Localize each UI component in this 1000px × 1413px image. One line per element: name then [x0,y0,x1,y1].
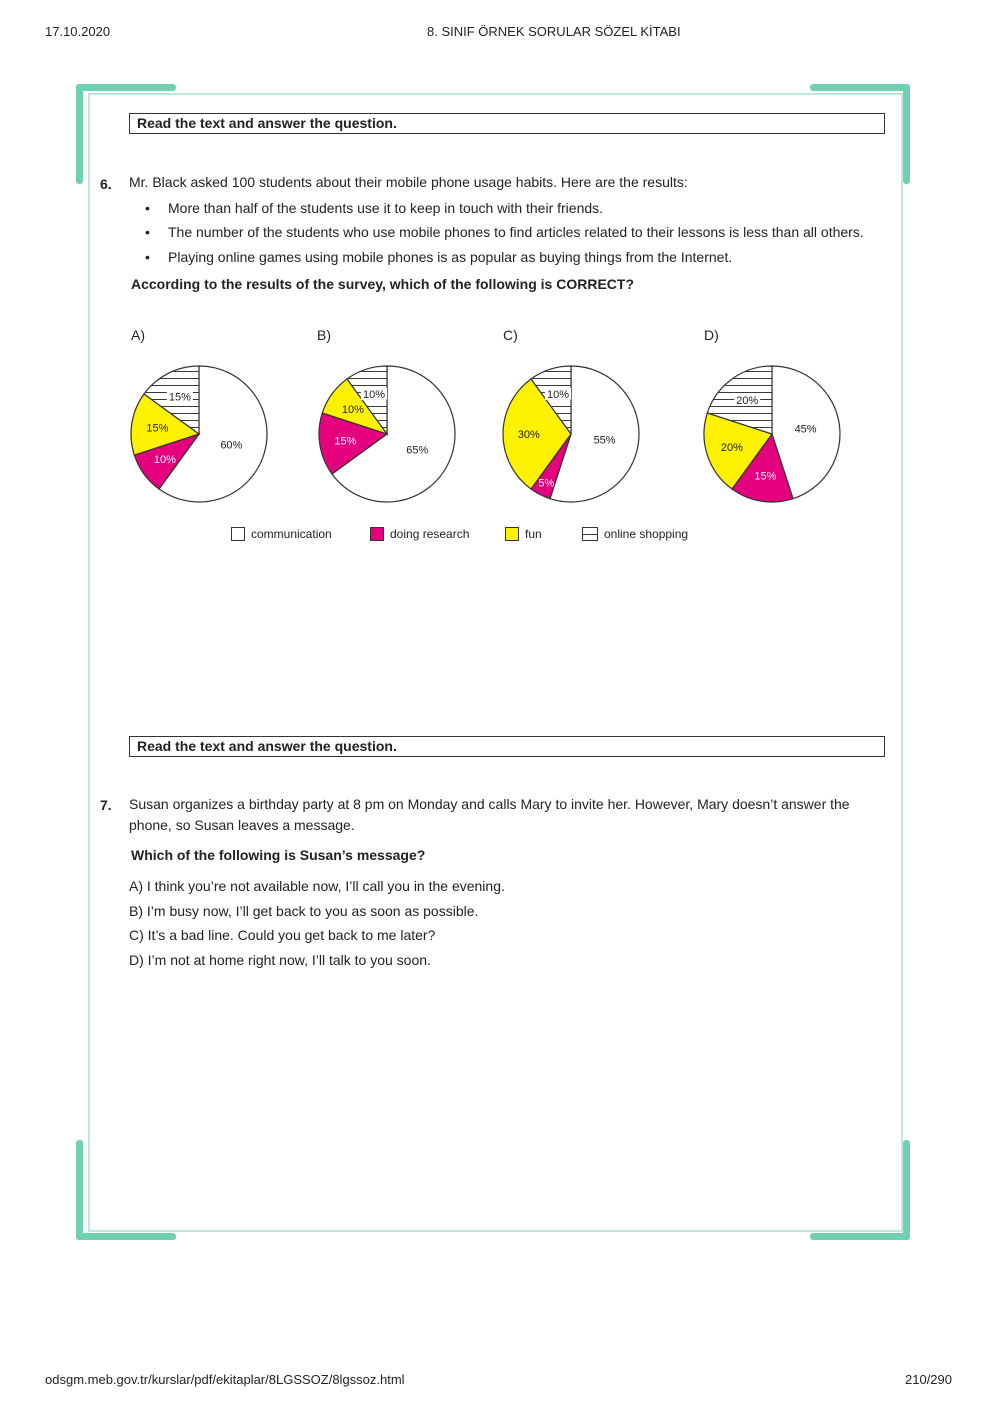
legend-communication-swatch [231,527,245,541]
pie-a-label-research: 10% [153,453,176,466]
legend-communication [231,527,332,541]
q7-text-line-2: phone, so Susan leaves a message. [129,817,355,833]
pie-b-label-fun: 10% [341,404,364,417]
legend-fun [505,527,542,541]
print-date: 17.10.2020 [45,24,111,39]
legend-fun-label: fun [525,527,542,541]
legend-fun-swatch [505,527,519,541]
pie-d-label-fun: 20% [720,442,743,455]
legend-research-label: doing research [390,527,470,541]
q6-bullet-3-text: Playing online games using mobile phones is as popular as buying things from the Internet. [168,249,733,265]
pie-d-label-shopping: 20% [736,394,759,407]
q7-option-b[interactable]: B) I’m busy now, I’ll get back to you as soon as possible. [129,903,479,919]
q6-prompt: According to the results of the survey, which of the following is CORRECT? [131,276,634,292]
pie-a-label-communication: 60% [220,439,243,452]
q7-instruction-box: Read the text and answer the question. [129,736,885,757]
pie-d-label-research: 15% [754,470,777,483]
legend-shopping [582,527,688,541]
q7-option-a[interactable]: A) I think you’re not available now, I’ll call you in the evening. [129,878,505,894]
legend-shopping-label: online shopping [604,527,689,541]
q6-instruction-box: Read the text and answer the question. [129,113,885,134]
q6-option-a-label[interactable]: A) [131,327,145,343]
pie-a-label-fun: 15% [146,422,169,435]
q6-option-d-label[interactable]: D) [704,327,719,343]
q7-prompt: Which of the following is Susan’s message? [131,847,426,863]
q7-number: 7. [100,797,112,813]
q6-bullet-1-text: More than half of the students use it to keep in touch with their friends. [168,200,604,216]
pie-b-label-shopping: 10% [362,388,385,401]
legend-research-swatch [370,527,384,541]
q7-text-line-1: Susan organizes a birthday party at 8 pm on Monday and calls Mary to invite her. However, Mary doesn’t answer the [129,796,850,812]
pie-b-label-communication: 65% [406,444,429,457]
pie-c-label-research: 5% [538,477,555,490]
print-page-number: 210/290 [905,1372,952,1387]
q6-text: Mr. Black asked 100 students about their mobile phone usage habits. Here are the results: [129,174,688,190]
legend-research [370,527,469,541]
legend-shopping-swatch [582,527,598,541]
corner-bottom-right-v [903,1140,910,1240]
pie-a-label-shopping: 15% [168,391,191,404]
q6-bullet-2-text: The number of the students who use mobile phones to find articles related to their lessons is less than all others. [168,224,864,240]
print-url: odsgm.meb.gov.tr/kurslar/pdf/ekitaplar/8LGSSOZ/8lgssoz.html [45,1372,405,1387]
q6-option-b-label[interactable]: B) [317,327,331,343]
q6-option-c-label[interactable]: C) [503,327,518,343]
corner-bottom-left-h [76,1233,176,1240]
pie-d-label-communication: 45% [794,423,817,436]
pie-c-label-communication: 55% [593,434,616,447]
book-title: 8. SINIF ÖRNEK SORULAR SÖZEL KİTABI [427,24,681,39]
q7-option-d[interactable]: D) I’m not at home right now, I’ll talk to you soon. [129,952,431,968]
frame-bottom-line [88,1230,903,1232]
pie-c-label-fun: 30% [517,429,540,441]
corner-bottom-left-v [76,1140,83,1240]
pie-c-label-shopping: 10% [546,388,569,401]
q6-number: 6. [100,176,112,192]
legend-communication-label: communication [251,527,332,541]
q6-pie-charts [0,0,1000,560]
corner-bottom-right-h [810,1233,910,1240]
pie-b-label-research: 15% [334,435,357,448]
q7-option-c[interactable]: C) It’s a bad line. Could you get back to me later? [129,927,436,943]
